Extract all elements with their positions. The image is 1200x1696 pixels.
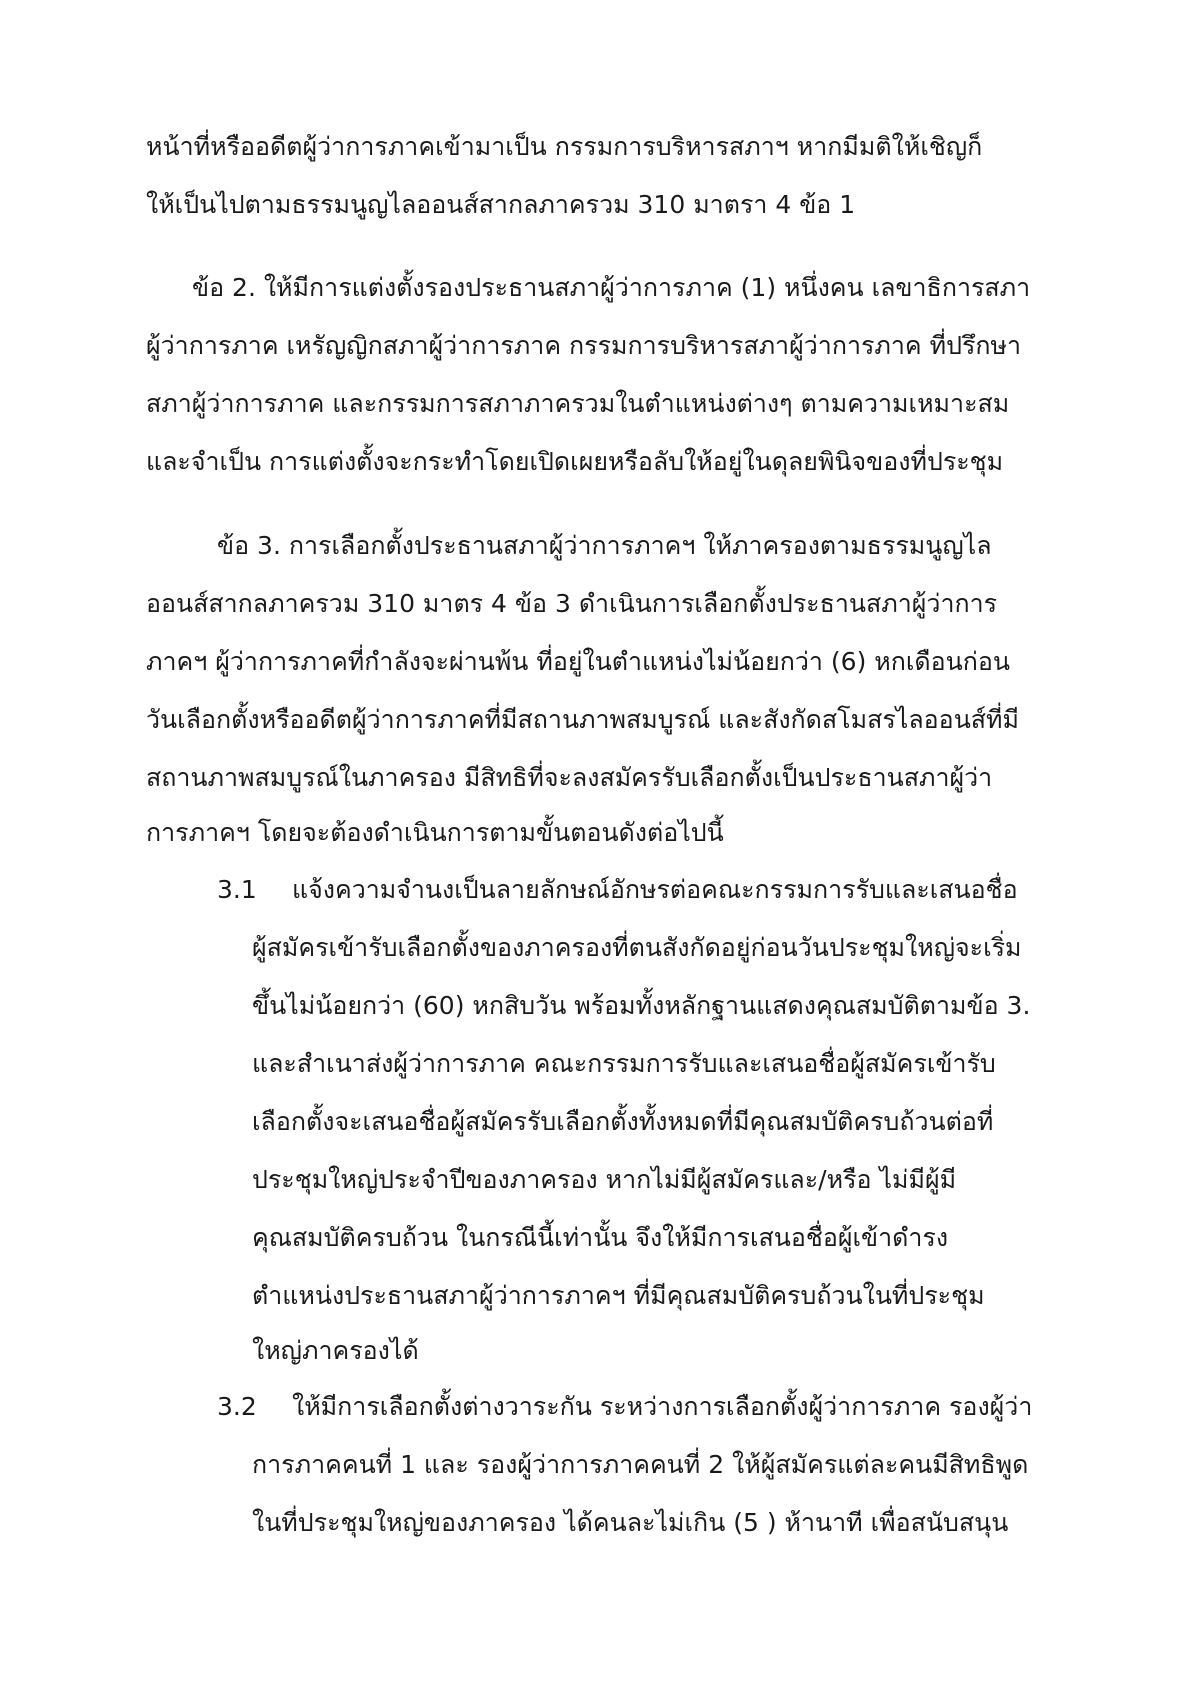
item-3-2-line: ในที่ประชุมใหญ่ของภาครอง ได้คนละไม่เกิน (5 ) ห้านาที เพื่อสนับสนุน [252, 1508, 1009, 1537]
intro-line: หน้าที่หรืออดีตผู้ว่าการภาคเข้ามาเป็น กรรมการบริหารสภาฯ หากมีมติให้เชิญก็ [146, 132, 983, 161]
item-3-2-line: การภาคคนที่ 1 และ รองผู้ว่าการภาคคนที่ 2 ให้ผู้สมัครแต่ละคนมีสิทธิพูด [252, 1450, 1029, 1479]
intro-line: ให้เป็นไปตามธรรมนูญไลออนส์สากลภาครวม 310 มาตรา 4 ข้อ 1 [146, 190, 856, 219]
item-3-1-line: ตำแหน่งประธานสภาผู้ว่าการภาคฯ ที่มีคุณสมบัติครบถ้วนในที่ประชุม [252, 1281, 985, 1310]
item-3-1-line: แจ้งความจำนงเป็นลายลักษณ์อักษรต่อคณะกรรมการรับและเสนอชื่อ [292, 875, 1018, 904]
clause-3-line: ออนส์สากลภาครวม 310 มาตร 4 ข้อ 3 ดำเนินการเลือกตั้งประธานสภาผู้ว่าการ [146, 589, 998, 618]
item-3-1-line: ใหญ่ภาครองได้ [252, 1336, 419, 1365]
clause-3-line: ภาคฯ ผู้ว่าการภาคที่กำลังจะผ่านพ้น ที่อยู่ในตำแหน่งไม่น้อยกว่า (6) หกเดือนก่อน [146, 647, 1011, 676]
item-3-1-line: ผู้สมัครเข้ารับเลือกตั้งของภาครองที่ตนสังกัดอยู่ก่อนวันประชุมใหญ่จะเริ่ม [252, 933, 1022, 962]
clause-2-line: ผู้ว่าการภาค เหรัญญิกสภาผู้ว่าการภาค กรรมการบริหารสภาผู้ว่าการภาค ที่ปรึกษา [146, 331, 1022, 360]
item-3-1-line: ประชุมใหญ่ประจำปีของภาครอง หากไม่มีผู้สมัครและ/หรือ ไม่มีผู้มี [252, 1165, 957, 1194]
item-3-1-line: คุณสมบัติครบถ้วน ในกรณีนี้เท่านั้น จึงให้มีการเสนอชื่อผู้เข้าดำรง [252, 1223, 949, 1252]
clause-2-line: ข้อ 2. ให้มีการแต่งตั้งรองประธานสภาผู้ว่าการภาค (1) หนึ่งคน เลขาธิการสภา [192, 273, 1031, 302]
item-3-2-number: 3.2 [217, 1392, 257, 1421]
item-3-1-line: ขึ้นไม่น้อยกว่า (60) หกสิบวัน พร้อมทั้งหลักฐานแสดงคุณสมบัติตามข้อ 3. [252, 991, 1031, 1020]
clause-3-line: สถานภาพสมบูรณ์ในภาครอง มีสิทธิที่จะลงสมัครรับเลือกตั้งเป็นประธานสภาผู้ว่า [146, 763, 993, 792]
clause-3-line: วันเลือกตั้งหรืออดีตผู้ว่าการภาคที่มีสถานภาพสมบูรณ์ และสังกัดสโมสรไลออนส์ที่มี [146, 705, 1019, 734]
item-3-1-line: และสำเนาส่งผู้ว่าการภาค คณะกรรมการรับและเสนอชื่อผู้สมัครเข้ารับ [252, 1049, 996, 1078]
item-3-1-line: เลือกตั้งจะเสนอชื่อผู้สมัครรับเลือกตั้งทั้งหมดที่มีคุณสมบัติครบถ้วนต่อที่ [252, 1107, 994, 1136]
clause-2-line: และจำเป็น การแต่งตั้งจะกระทำโดยเปิดเผยหรือลับให้อยู่ในดุลยพินิจของที่ประชุม [146, 447, 1004, 476]
clause-3-line: การภาคฯ โดยจะต้องดำเนินการตามขั้นตอนดังต่อไปนี้ [146, 818, 724, 847]
item-3-1-number: 3.1 [217, 875, 257, 904]
item-3-2-line: ให้มีการเลือกตั้งต่างวาระกัน ระหว่างการเลือกตั้งผู้ว่าการภาค รองผู้ว่า [292, 1392, 1033, 1421]
clause-2-line: สภาผู้ว่าการภาค และกรรมการสภาภาครวมในตำแหน่งต่างๆ ตามความเหมาะสม [146, 389, 1010, 418]
clause-3-line: ข้อ 3. การเลือกตั้งประธานสภาผู้ว่าการภาคฯ ให้ภาครองตามธรรมนูญไล [217, 531, 992, 560]
